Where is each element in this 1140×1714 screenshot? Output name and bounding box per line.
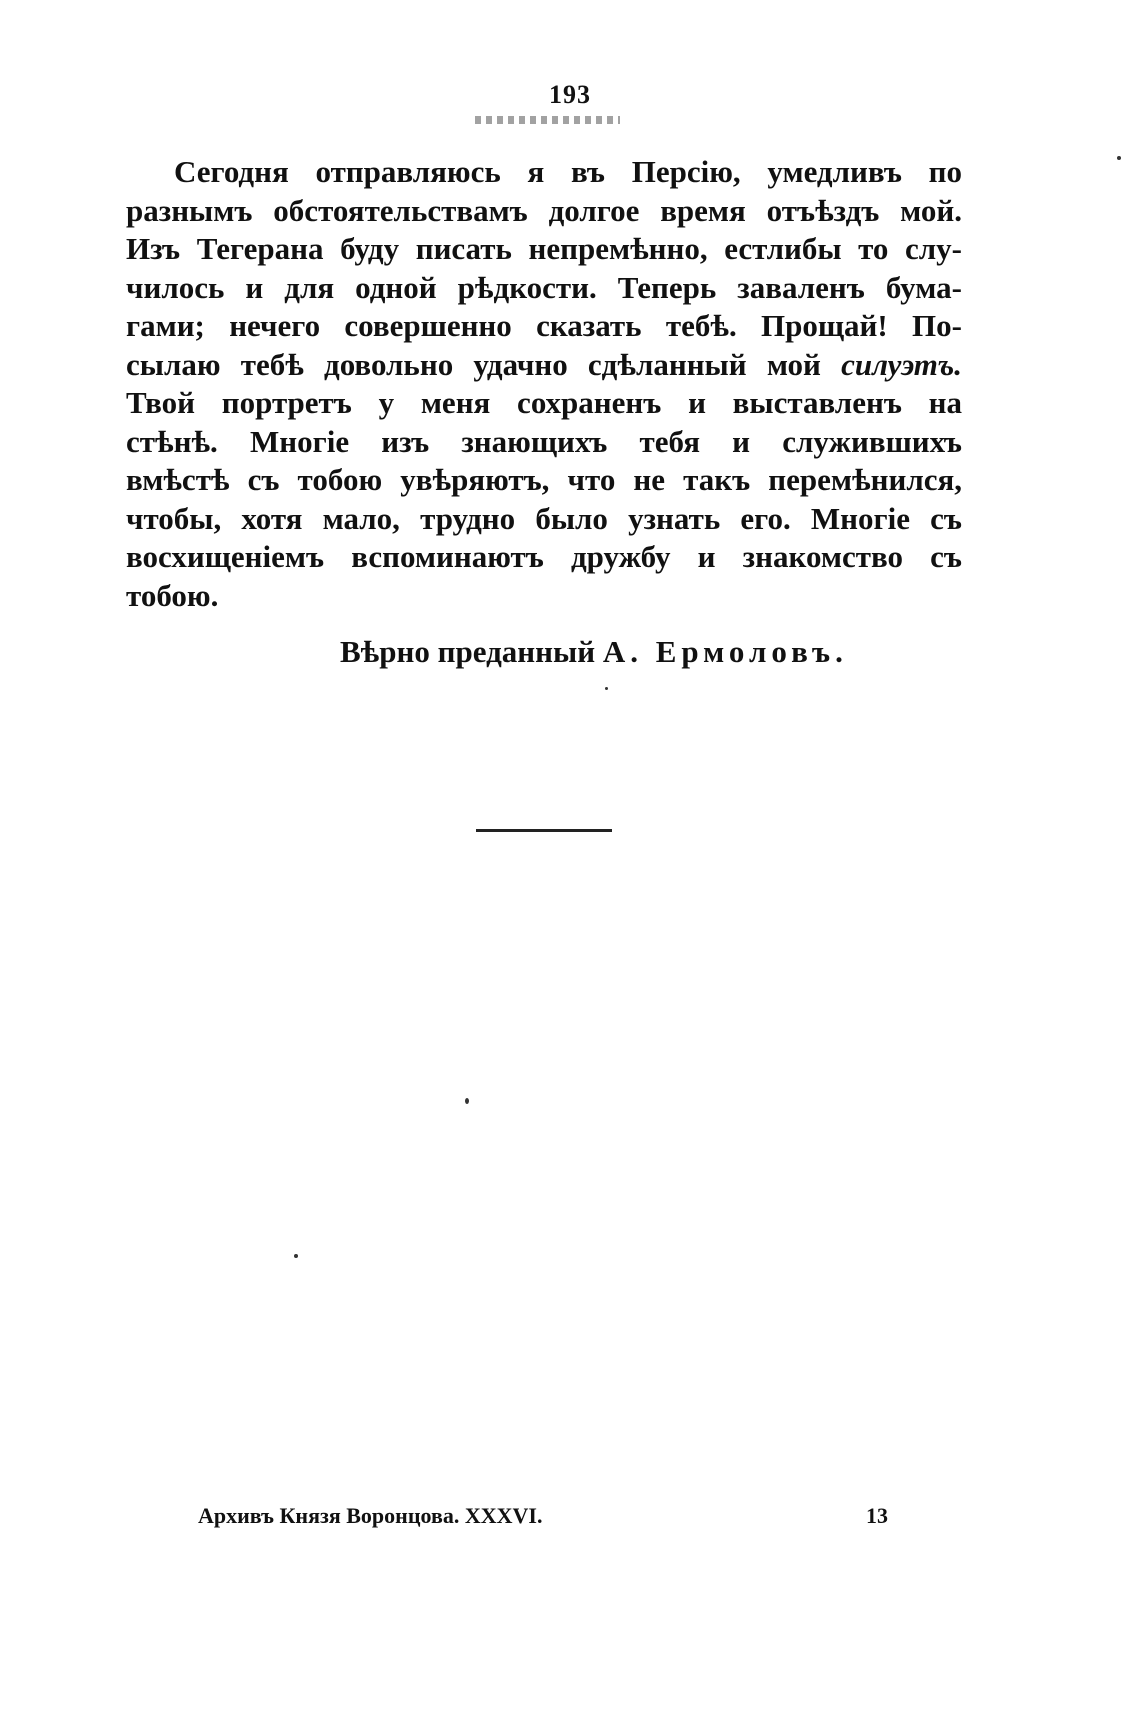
letter-line-with-italic: [126, 346, 962, 385]
signature-closing: Вѣрно преданный: [340, 634, 596, 669]
letter-line: Твой портретъ у меня сохраненъ и выставленъ на: [126, 385, 962, 420]
letter-line: Сегодня отправляюсь я въ Персію, умедливъ по: [174, 154, 962, 189]
print-speck: [294, 1254, 298, 1258]
print-speck: [605, 687, 608, 690]
letter-line: сылаю тебѣ довольно удачно сдѣланный мой: [126, 346, 821, 382]
page-number-ornament: [475, 116, 620, 124]
page-number: 193: [549, 80, 591, 109]
italic-word: силуэтъ.: [841, 346, 963, 382]
letter-line: разнымъ обстоятельствамъ долгое время отъѣздъ мой.: [126, 192, 962, 228]
signature: [340, 634, 848, 670]
footer-signature-mark: 13: [866, 1503, 888, 1528]
letter-line: чилось и для одной рѣдкости. Теперь заваленъ бума-: [126, 269, 962, 305]
letter-line: стѣнѣ. Многіе изъ знающихъ тебя и служившихъ: [126, 423, 962, 459]
print-speck: [1117, 156, 1121, 160]
letter-line: гами; нечего совершенно сказать тебѣ. Прощай! По-: [126, 308, 962, 343]
letter-line: восхищеніемъ вспоминаютъ дружбу и знакомство съ: [126, 539, 962, 574]
print-speck: [465, 1098, 469, 1104]
letter-body: [126, 153, 962, 615]
letter-line: Изъ Тегерана буду писать непремѣнно, естлибы то слу-: [126, 231, 962, 266]
footer-source: Архивъ Князя Воронцова. XXXVI.: [198, 1503, 543, 1528]
letter-line: тобою.: [126, 577, 219, 613]
letter-line: вмѣстѣ съ тобою увѣряютъ, что не такъ перемѣнился,: [126, 462, 962, 497]
signature-name: А. Ермоловъ.: [602, 634, 848, 669]
section-divider: [476, 829, 612, 832]
letter-line: чтобы, хотя мало, трудно было узнать его. Многіе съ: [126, 500, 962, 536]
